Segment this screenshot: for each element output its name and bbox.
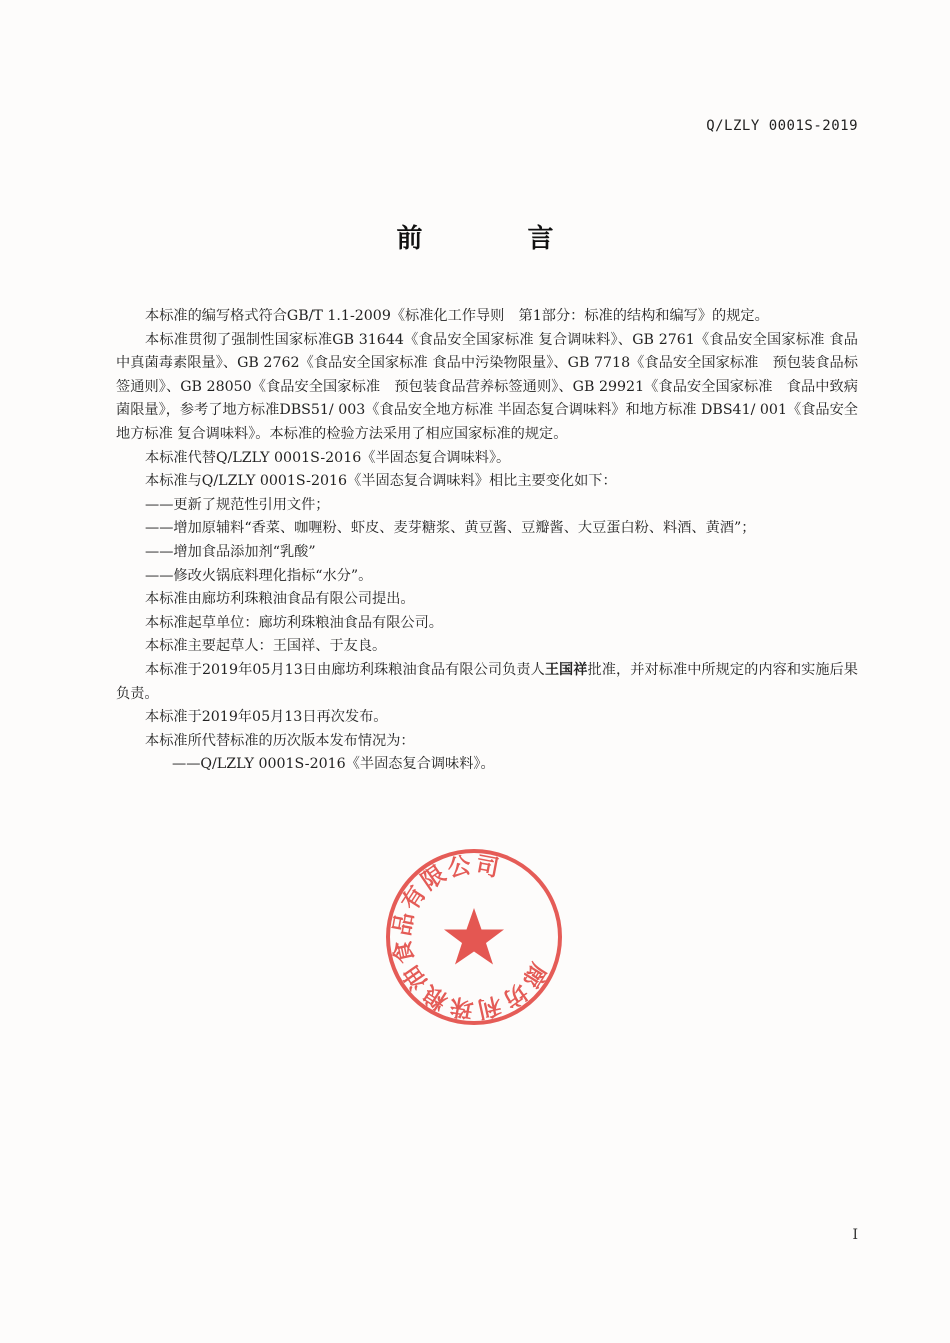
seal-text: 廊坊利珠粮油食品有限公司 [389, 852, 552, 1022]
document-code: Q/LZLY 0001S-2019 [706, 118, 858, 134]
approval-text-a: 本标准于2019年05月13日由廊坊利珠粮油食品有限公司负责人 [145, 661, 545, 678]
paragraph-replaces: 本标准代替Q/LZLY 0001S-2016《半固态复合调味料》。 [145, 449, 511, 466]
paragraph-drafters: 本标准主要起草人：王国祥、于友良。 [145, 638, 387, 655]
approver-name: 王国祥 [544, 661, 588, 678]
paragraph-format: 本标准的编写格式符合GB/T 1.1-2009《标准化工作导则 第1部分：标准的结构和编写》的规定。 [145, 308, 769, 324]
page-title: 前言 [396, 224, 659, 254]
change-item-ingredients: ——增加原辅料“香菜、咖喱粉、虾皮、麦芽糖浆、黄豆酱、豆瓣酱、大豆蛋白粉、料酒、黄酒”； [145, 520, 756, 537]
page-number: I [852, 1227, 858, 1243]
paragraph-approval [116, 659, 858, 706]
change-item-additive: ——增加食品添加剂“乳酸” [145, 543, 316, 560]
change-item-moisture: ——修改火锅底料理化指标“水分”。 [145, 567, 373, 584]
document-body [116, 305, 858, 777]
history-item: ——Q/LZLY 0001S-2016《半固态复合调味料》。 [172, 756, 495, 773]
paragraph-drafting-unit: 本标准起草单位：廊坊利珠粮油食品有限公司。 [145, 614, 443, 631]
change-item-references: ——更新了规范性引用文件； [145, 496, 330, 513]
paragraph-release: 本标准于2019年05月13日再次发布。 [145, 709, 388, 726]
approval-text-b: 批准，并对标准中所规定的内容和实施后果负责。 [116, 661, 858, 702]
seal-star-icon [444, 908, 504, 965]
paragraph-proposer: 本标准由廊坊利珠粮油食品有限公司提出。 [145, 591, 415, 608]
paragraph-standards: 本标准贯彻了强制性国家标准GB 31644《食品安全国家标准 复合调味料》、GB 2761《食品安全国家标准 食品中真菌毒素限量》、GB 2762《食品安全国家标准 食品中污染物限量》、GB 7718《食品安全国家标准 预包装食品标签通则》、GB 28050《食品安全国家标准 预包装食品营养标签通则》、GB 29921《食品安全国家标准 食品中致病菌限量》，参考了地方标准DBS51/ 003《食品安全地方标准 半固态复合调味料》和地方标准 DBS41/ 001《食品安全地方标准 复合调味料》。本标准的检验方法采用了相应国家标准的规定。 [116, 331, 858, 442]
company-seal [383, 846, 565, 1028]
paragraph-changes-intro: 本标准与Q/LZLY 0001S-2016《半固态复合调味料》相比主要变化如下： [145, 473, 617, 490]
paragraph-history-intro: 本标准所代替标准的历次版本发布情况为： [145, 732, 415, 749]
